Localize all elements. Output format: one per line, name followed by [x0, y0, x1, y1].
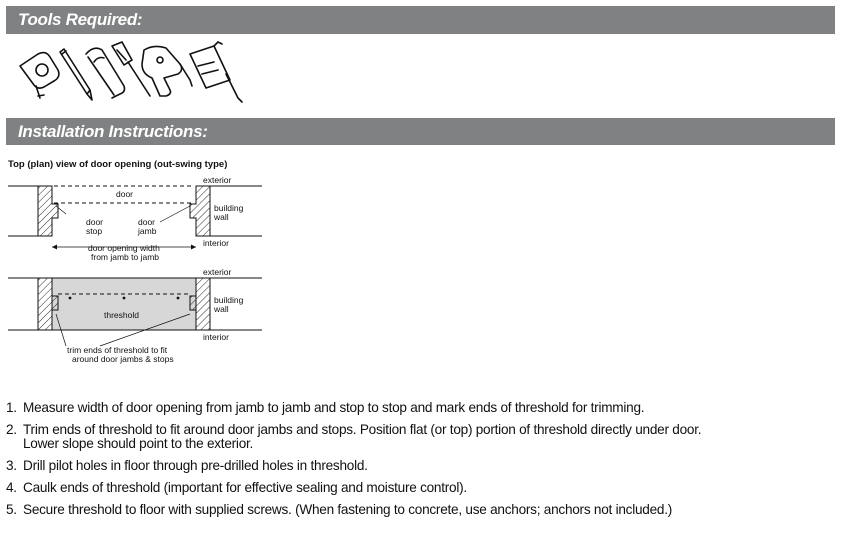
trim-label-1: trim ends of threshold to fit: [67, 345, 168, 355]
step-number: 3.: [6, 458, 17, 473]
tape-measure-icon: [20, 53, 59, 98]
step-text: Measure width of door opening from jamb to jamb and stop to stop and mark ends of threshold for trimming.: [23, 400, 645, 415]
bottom-building-label-2: wall: [214, 304, 229, 314]
top-view: [8, 175, 262, 262]
diagram-title: Top (plan) view of door opening (out-swing type): [8, 159, 228, 170]
tools-required-header: [6, 6, 835, 34]
caulk-gun-icon: [190, 42, 242, 102]
step-text: Drill pilot holes in floor through pre-drilled holes in threshold.: [23, 458, 368, 473]
step-number: 4.: [6, 480, 17, 495]
installation-steps: [6, 401, 701, 525]
step-number: 5.: [6, 502, 17, 517]
threshold-label: threshold: [104, 310, 139, 320]
top-door-label: door: [116, 189, 134, 199]
step-text: Trim ends of threshold to fit around door jambs and stops. Position flat (or top) portion of threshold directly under door.: [23, 422, 702, 437]
step-item: [6, 481, 701, 495]
step-text: Secure threshold to floor with supplied screws. (When fastening to concrete, use anchors; anchors not included.): [23, 502, 673, 517]
drill-icon: [142, 46, 192, 96]
right-jamb: [190, 186, 210, 236]
installation-instructions-title: Installation Instructions:: [18, 122, 208, 141]
left-jamb: [38, 186, 58, 236]
bottom-exterior-label: exterior: [203, 267, 232, 277]
screw-hole: [123, 297, 126, 300]
step-number: 2.: [6, 422, 17, 437]
step-item: [6, 459, 701, 473]
opening-width-label-1: door opening width: [88, 243, 160, 253]
threshold-shape: [52, 278, 196, 330]
bottom-view: [8, 267, 262, 364]
screw-hole: [177, 297, 180, 300]
top-exterior-label: exterior: [203, 175, 232, 185]
top-building-label-1: building: [214, 203, 244, 213]
door-stop-label-1: door: [86, 217, 104, 227]
door-jamb-label-2: jamb: [138, 226, 157, 236]
opening-width-label-2: from jamb to jamb: [91, 252, 160, 262]
tools-required-title: Tools Required:: [18, 10, 143, 29]
threshold-plan-diagram: [0, 170, 270, 370]
step-item: [6, 503, 701, 517]
top-building-label-2: wall: [214, 212, 229, 222]
screw-hole: [69, 297, 72, 300]
pencil-icon: [60, 49, 92, 100]
step-text: Caulk ends of threshold (important for effective sealing and moisture control).: [23, 480, 467, 495]
top-interior-label: interior: [203, 238, 229, 248]
step-item: [6, 401, 701, 415]
bottom-interior-label: interior: [203, 332, 229, 342]
tools-illustration: [14, 40, 246, 106]
trim-label-2: around door jambs & stops: [72, 354, 174, 364]
step-number: 1.: [6, 400, 17, 415]
bottom-building-label-1: building: [214, 295, 244, 305]
door-stop-label-2: stop: [86, 226, 103, 236]
step-item: [6, 423, 701, 451]
installation-instructions-header: [6, 118, 835, 145]
step-text-continued: Lower slope should point to the exterior.: [23, 436, 254, 451]
door-jamb-label-1: door: [138, 217, 156, 227]
